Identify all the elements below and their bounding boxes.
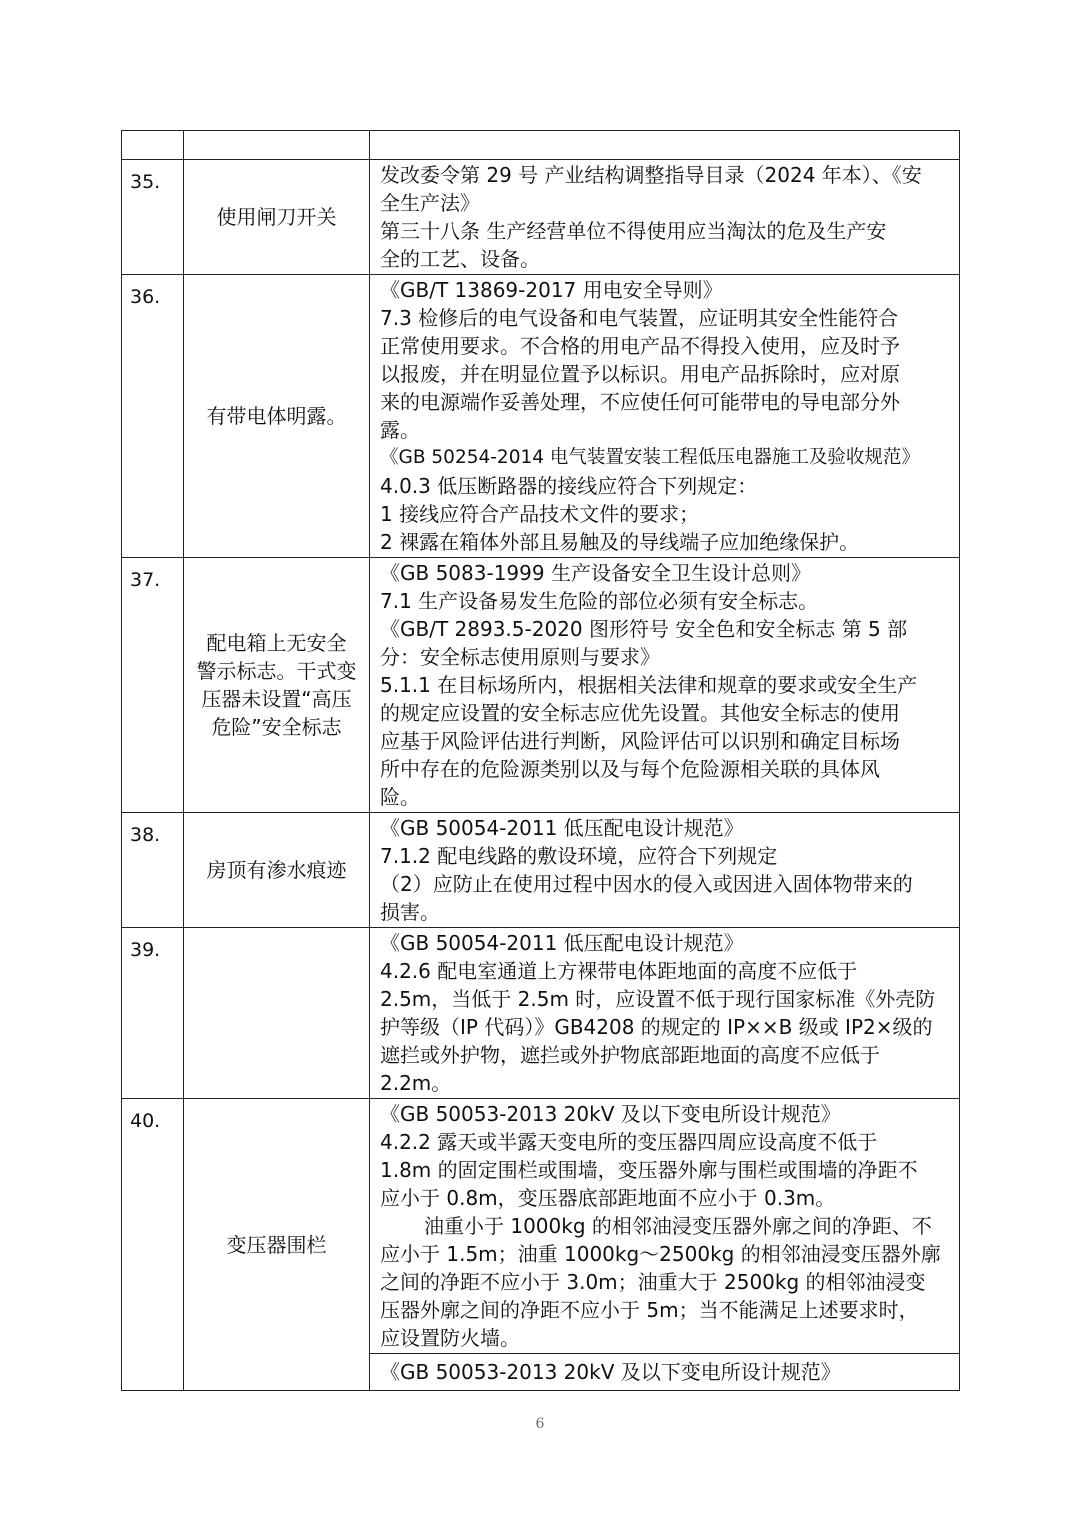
- issue-cell: [184, 558, 370, 813]
- text-line: 7.1.2 配电线路的敷设环境，应符合下列规定: [380, 844, 778, 868]
- issue-line: 危险”安全标志: [211, 715, 342, 739]
- text-line: 《GB 5083-1999 生产设备安全卫生设计总则》: [380, 561, 811, 585]
- text-line: 2.5m，当低于 2.5m 时，应设置不低于现行国家标准《外壳防: [380, 987, 936, 1011]
- text-line: 2 裸露在箱体外部且易触及的导线端子应加绝缘保护。: [380, 530, 860, 554]
- row-number: 36.: [122, 275, 184, 558]
- basis-cell: [370, 1099, 960, 1354]
- text-line: 所中存在的危险源类别以及与每个危险源相关联的具体风: [380, 757, 880, 781]
- row-number: 38.: [122, 813, 184, 928]
- issue-cell: 有带电体明露。: [184, 275, 370, 558]
- basis-cell: [370, 558, 960, 813]
- text-line: 露。: [380, 418, 420, 442]
- text-line: 应小于 0.8m，变压器底部距地面不应小于 0.3m。: [380, 1186, 836, 1210]
- row-number: 40.: [122, 1099, 184, 1391]
- text-line: 4.2.6 配电室通道上方裸带电体距地面的高度不应低于: [380, 959, 858, 983]
- text-line: 《GB 50053-2013 20kV 及以下变电所设计规范》: [380, 1360, 841, 1384]
- text-line: 遮拦或外护物，遮拦或外护物底部距地面的高度不应低于: [380, 1043, 880, 1067]
- basis-cell: [370, 131, 960, 160]
- text-line: 损害。: [380, 900, 440, 924]
- basis-cell: [370, 1354, 960, 1391]
- issue-cell: 房顶有渗水痕迹: [184, 813, 370, 928]
- text-line: 正常使用要求。不合格的用电产品不得投入使用，应及时予: [380, 334, 900, 358]
- text-line: 应小于 1.5m；油重 1000kg～2500kg 的相邻油浸变压器外廓: [380, 1242, 941, 1266]
- text-line: 应设置防火墙。: [380, 1326, 520, 1350]
- text-line: 压器外廓之间的净距不应小于 5m；当不能满足上述要求时，: [380, 1298, 919, 1322]
- issue-cell: [184, 131, 370, 160]
- text-line: 发改委令第 29 号 产业结构调整指导目录（2024 年本）、《安: [380, 163, 922, 187]
- table-row: [122, 160, 960, 275]
- regulation-table: [121, 130, 960, 1391]
- text-line: 之间的净距不应小于 3.0m；油重大于 2500kg 的相邻油浸变: [380, 1270, 926, 1294]
- text-line: 险。: [380, 785, 420, 809]
- table-row: [122, 1099, 960, 1354]
- text-line: 第三十八条 生产经营单位不得使用应当淘汰的危及生产安: [380, 219, 887, 243]
- text-line: 《GB 50054-2011 低压配电设计规范》: [380, 816, 744, 840]
- table-row: [122, 813, 960, 928]
- table-row: [122, 558, 960, 813]
- text-line: 全生产法》: [380, 191, 480, 215]
- text-line: 来的电源端作妥善处理，不应使任何可能带电的导电部分外: [380, 390, 900, 414]
- text-line: 的规定应设置的安全标志应优先设置。其他安全标志的使用: [380, 701, 900, 725]
- text-line: 7.3 检修后的电气设备和电气装置，应证明其安全性能符合: [380, 306, 899, 330]
- text-line: 5.1.1 在目标场所内，根据相关法律和规章的要求或安全生产: [380, 673, 918, 697]
- text-line: 《GB 50254-2014 电气装置安装工程低压电器施工及验收规范》: [380, 447, 920, 468]
- text-line: 以报废，并在明显位置予以标识。用电产品拆除时，应对原: [380, 362, 900, 386]
- row-number: 37.: [122, 558, 184, 813]
- issue-cell: 变压器围栏: [184, 1099, 370, 1391]
- text-line: 分：安全标志使用原则与要求》: [380, 645, 660, 669]
- text-line: （2）应防止在使用过程中因水的侵入或因进入固体物带来的: [380, 872, 913, 896]
- row-number: 39.: [122, 928, 184, 1099]
- issue-line: 压器未设置“高压: [201, 687, 352, 711]
- table-row: [122, 928, 960, 1099]
- row-number: 35.: [122, 160, 184, 275]
- issue-cell: [184, 928, 370, 1099]
- basis-cell: [370, 160, 960, 275]
- text-line: 护等级（IP 代码）》GB4208 的规定的 IP××B 级或 IP2×级的: [380, 1015, 933, 1039]
- text-line: 《GB 50054-2011 低压配电设计规范》: [380, 931, 744, 955]
- text-line: 1.8m 的固定围栏或围墙，变压器外廓与围栏或围墙的净距不: [380, 1158, 918, 1182]
- basis-cell: [370, 813, 960, 928]
- table-row: [122, 275, 960, 558]
- text-line: 2.2m。: [380, 1071, 452, 1095]
- text-line: 《GB/T 13869-2017 用电安全导则》: [380, 278, 723, 302]
- text-line: 《GB 50053-2013 20kV 及以下变电所设计规范》: [380, 1102, 841, 1126]
- issue-line: 配电箱上无安全: [206, 631, 347, 655]
- issue-cell: 使用闸刀开关: [184, 160, 370, 275]
- page-number: 6: [535, 1416, 545, 1432]
- basis-cell: [370, 928, 960, 1099]
- text-line: 1 接线应符合产品技术文件的要求；: [380, 502, 700, 526]
- text-line: 7.1 生产设备易发生危险的部位必须有安全标志。: [380, 589, 819, 613]
- text-line: 应基于风险评估进行判断，风险评估可以识别和确定目标场: [380, 729, 900, 753]
- row-number: [122, 131, 184, 160]
- text-line: 全的工艺、设备。: [380, 247, 540, 271]
- text-line: 油重小于 1000kg 的相邻油浸变压器外廓之间的净距、不: [424, 1214, 932, 1238]
- table-row: [122, 131, 960, 160]
- text-line: 4.2.2 露天或半露天变电所的变压器四周应设高度不低于: [380, 1130, 878, 1154]
- text-line: 4.0.3 低压断路器的接线应符合下列规定：: [380, 474, 758, 498]
- issue-line: 警示标志。干式变: [196, 659, 357, 683]
- basis-cell: [370, 275, 960, 558]
- text-line: 《GB/T 2893.5-2020 图形符号 安全色和安全标志 第 5 部: [380, 617, 908, 641]
